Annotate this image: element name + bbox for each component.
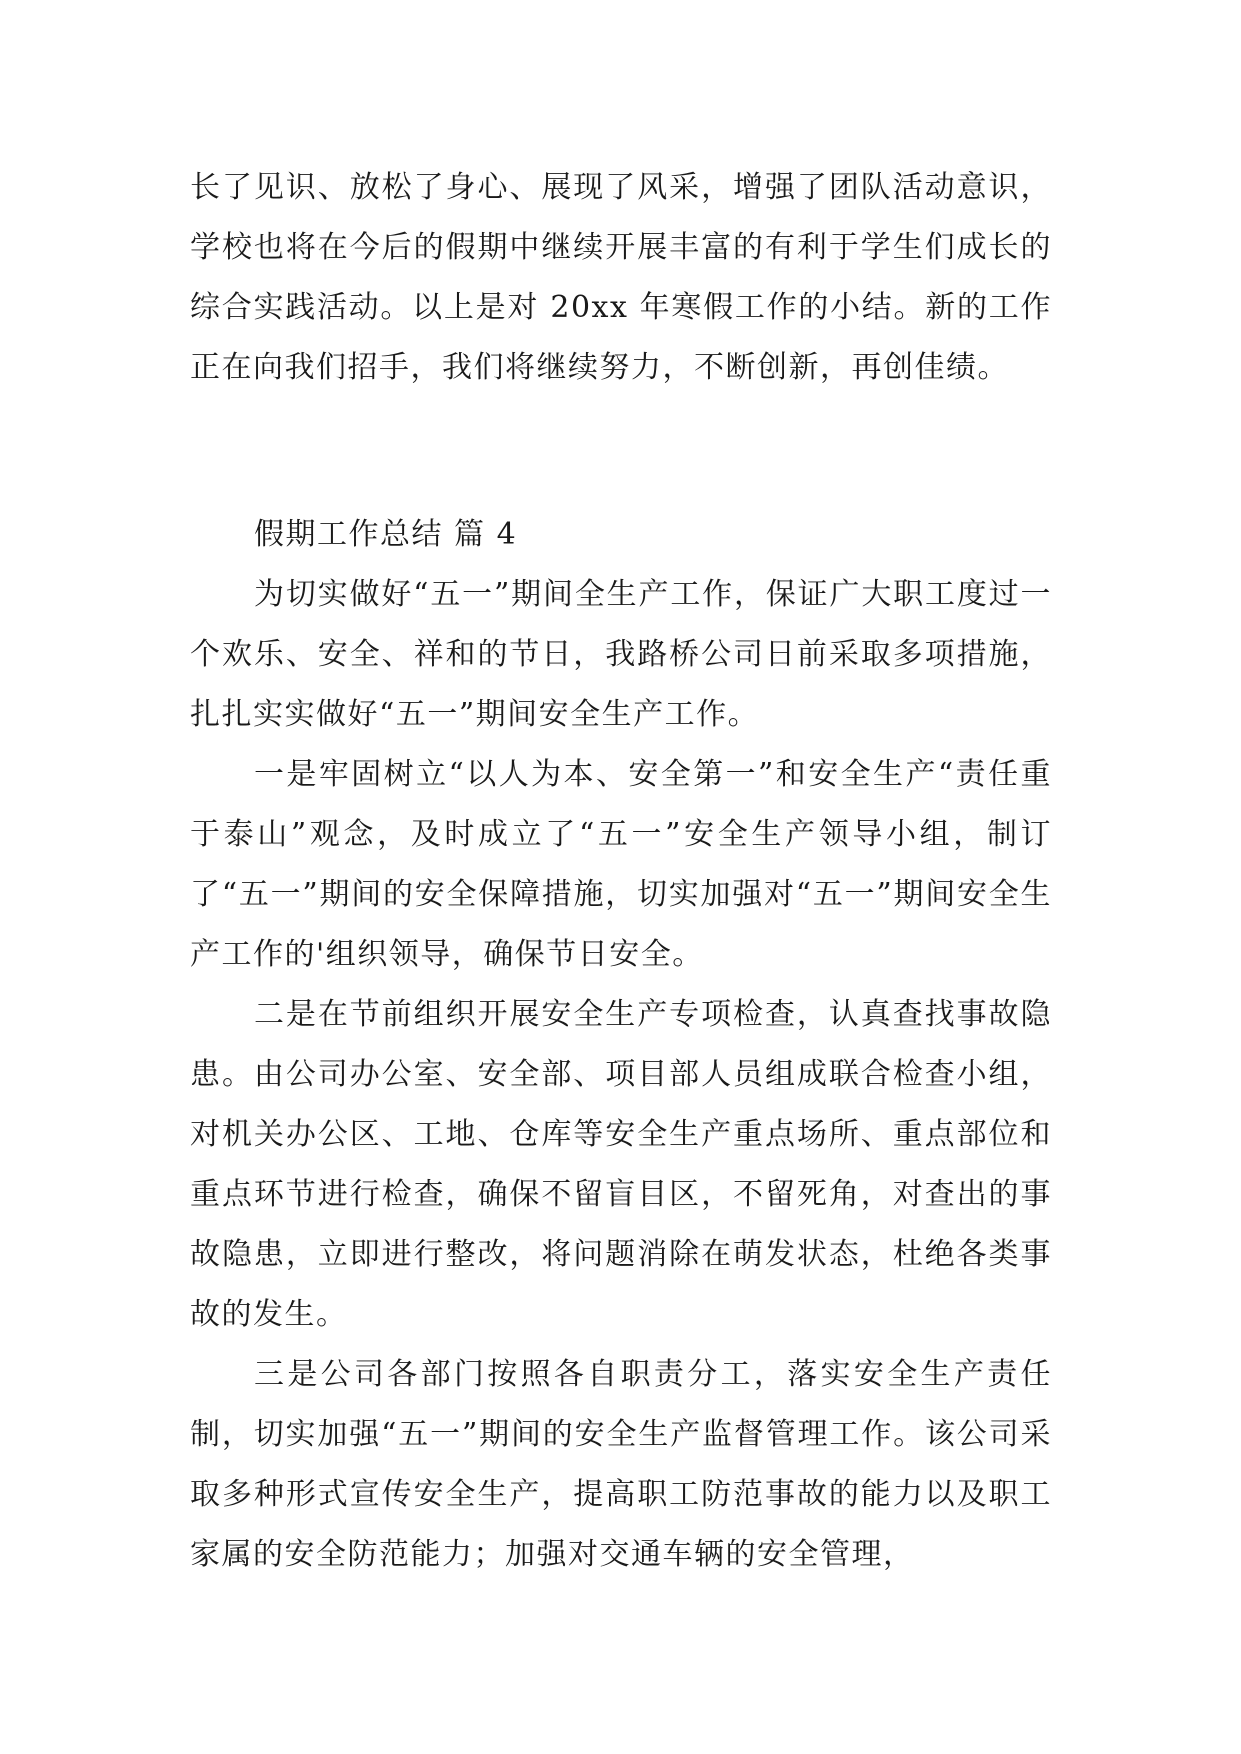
section-heading: 假期工作总结 篇 4 — [254, 517, 518, 552]
body-paragraph: 为切实做好“五一”期间全生产工作，保证广大职工度过一个欢乐、安全、祥和的节日，我路桥公司日前采取多项措施，扎扎实实做好“五一”期间安全生产工作。 — [190, 577, 1052, 732]
section-block — [190, 505, 1052, 1585]
continuation-block — [190, 158, 1052, 398]
continuation-paragraph: 长了见识、放松了身心、展现了风采，增强了团队活动意识，学校也将在今后的假期中继续开展丰富的有利于学生们成长的综合实践活动。以上是对 20xx 年寒假工作的小结。新的工作正在向我们招手，我们将继续努力，不断创新，再创佳绩。 — [190, 170, 1052, 385]
body-paragraph: 三是公司各部门按照各自职责分工，落实安全生产责任制，切实加强“五一”期间的安全生产监督管理工作。该公司采取多种形式宣传安全生产，提高职工防范事故的能力以及职工家属的安全防范能力；加强对交通车辆的安全管理， — [190, 1357, 1052, 1572]
body-paragraph: 二是在节前组织开展安全生产专项检查，认真查找事故隐患。由公司办公室、安全部、项目部人员组成联合检查小组，对机关办公区、工地、仓库等安全生产重点场所、重点部位和重点环节进行检查，确保不留盲目区，不留死角，对查出的事故隐患，立即进行整改，将问题消除在萌发状态，杜绝各类事故的发生。 — [190, 997, 1052, 1332]
body-paragraph: 一是牢固树立“以人为本、安全第一”和安全生产“责任重于泰山”观念，及时成立了“五一”安全生产领导小组，制订了“五一”期间的安全保障措施，切实加强对“五一”期间安全生产工作的'组织领导，确保节日安全。 — [190, 757, 1052, 972]
